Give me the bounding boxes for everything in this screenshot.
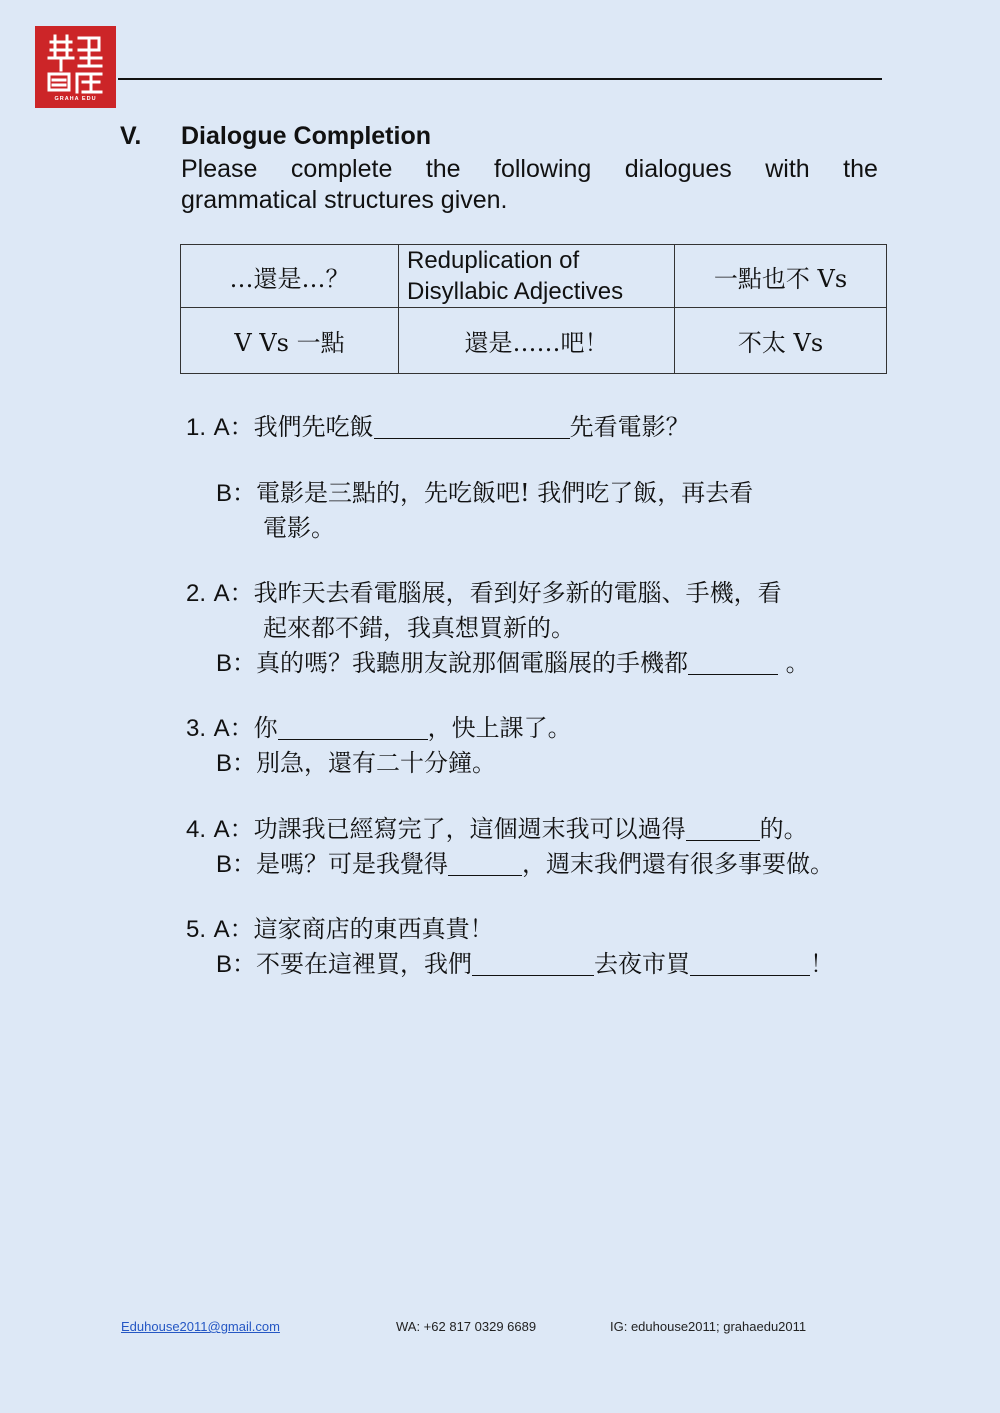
table-cell: 不太 Vs xyxy=(675,308,887,374)
instruction-word: the xyxy=(843,155,878,183)
instruction-word: with xyxy=(765,155,810,183)
dialogue-text: ，週末我們還有很多事要做。 xyxy=(522,850,835,878)
dialogue-text: 你 xyxy=(253,714,278,742)
speaker-label: B： xyxy=(216,851,257,878)
dialogue-number: 2. xyxy=(186,580,207,607)
instruction-word: the xyxy=(425,155,461,183)
dialogue-number: 3. xyxy=(186,715,207,742)
dialogue-2-a-cont: 起來都不錯，我真想買新的。 xyxy=(263,614,575,642)
instruction-word: complete xyxy=(290,155,393,183)
dialogue-number: 4. xyxy=(186,816,207,843)
dialogue-text: ！ xyxy=(810,950,835,978)
dialogue-text: 去夜市買 xyxy=(594,950,691,978)
dialogue-text: 。 xyxy=(778,649,810,677)
speaker-label: B： xyxy=(216,650,257,677)
answer-blank[interactable] xyxy=(472,950,594,976)
section-title: Dialogue Completion xyxy=(181,122,431,150)
dialogue-3-b xyxy=(216,743,496,778)
table-cell: V Vs 一點 xyxy=(181,308,399,374)
answer-blank[interactable] xyxy=(688,649,778,675)
cell-line: Reduplication of xyxy=(407,247,580,274)
dialogue-text: 電影是三點的，先吃飯吧! 我們吃了飯，再去看 xyxy=(256,479,754,507)
dialogue-4-b xyxy=(216,844,834,879)
speaker-label: A： xyxy=(213,715,254,742)
dialogue-5-b xyxy=(216,944,834,979)
answer-blank[interactable] xyxy=(448,850,522,876)
dialogue-number: 1. xyxy=(186,414,207,441)
table-row xyxy=(181,308,887,374)
dialogue-2-b xyxy=(216,643,810,678)
answer-blank[interactable] xyxy=(690,950,810,976)
section-instruction xyxy=(181,154,878,216)
dialogue-1-b xyxy=(216,473,753,508)
grammar-structures-table xyxy=(180,244,887,374)
dialogue-3-a xyxy=(186,708,572,743)
speaker-label: A： xyxy=(213,414,254,441)
dialogue-2-a xyxy=(186,573,782,608)
dialogue-text: 別急，還有二十分鐘。 xyxy=(256,749,497,777)
brand-logo xyxy=(35,26,116,108)
instruction-word: following xyxy=(494,155,592,183)
dialogue-text: 我們先吃飯 xyxy=(253,413,374,441)
dialogue-4-a xyxy=(186,809,808,844)
dialogue-text: 的。 xyxy=(759,815,808,843)
dialogue-text: ，快上課了。 xyxy=(427,714,572,742)
dialogue-text: 這家商店的東西真貴！ xyxy=(253,915,494,943)
speaker-label: B： xyxy=(216,480,257,507)
logo-caption: GRAHA EDU xyxy=(54,96,97,102)
speaker-label: B： xyxy=(216,750,257,777)
speaker-label: A： xyxy=(213,916,254,943)
table-cell: …還是…？ xyxy=(181,245,399,308)
footer-instagram: IG: eduhouse2011; grahaedu2011 xyxy=(610,1319,807,1334)
cell-line: Disyllabic Adjectives xyxy=(407,278,624,305)
dialogue-text: 是嗎？可是我覺得 xyxy=(256,850,449,878)
answer-blank[interactable] xyxy=(686,815,760,841)
dialogue-text: 我昨天去看電腦展，看到好多新的電腦、手機，看 xyxy=(253,579,782,607)
table-row xyxy=(181,245,887,308)
answer-blank[interactable] xyxy=(374,413,570,439)
table-cell: 一點也不 Vs xyxy=(675,245,887,308)
speaker-label: A： xyxy=(213,816,254,843)
speaker-label: A： xyxy=(213,580,254,607)
instruction-line-2: grammatical structures given. xyxy=(181,186,508,214)
table-cell: 還是……吧！ xyxy=(399,308,675,374)
dialogue-number: 5. xyxy=(186,916,207,943)
dialogue-text: 真的嗎？我聽朋友說那個電腦展的手機都 xyxy=(256,649,689,677)
speaker-label: B： xyxy=(216,951,257,978)
dialogue-text: 不要在這裡買，我們 xyxy=(256,950,473,978)
dialogue-text: 先看電影？ xyxy=(569,413,690,441)
answer-blank[interactable] xyxy=(278,714,428,740)
footer-whatsapp: WA: +62 817 0329 6689 xyxy=(396,1319,537,1334)
footer-email-link[interactable]: Eduhouse2011@gmail.com xyxy=(121,1319,280,1334)
dialogue-5-a xyxy=(186,909,494,944)
table-cell xyxy=(399,245,675,308)
dialogue-1-a xyxy=(186,407,690,442)
header-rule xyxy=(118,78,882,80)
instruction-word: dialogues xyxy=(624,155,732,183)
dialogue-1-b-cont: 電影。 xyxy=(263,514,335,542)
section-number: V. xyxy=(120,122,142,150)
instruction-word: Please xyxy=(181,155,258,183)
dialogue-text: 功課我已經寫完了，這個週末我可以過得 xyxy=(253,815,686,843)
